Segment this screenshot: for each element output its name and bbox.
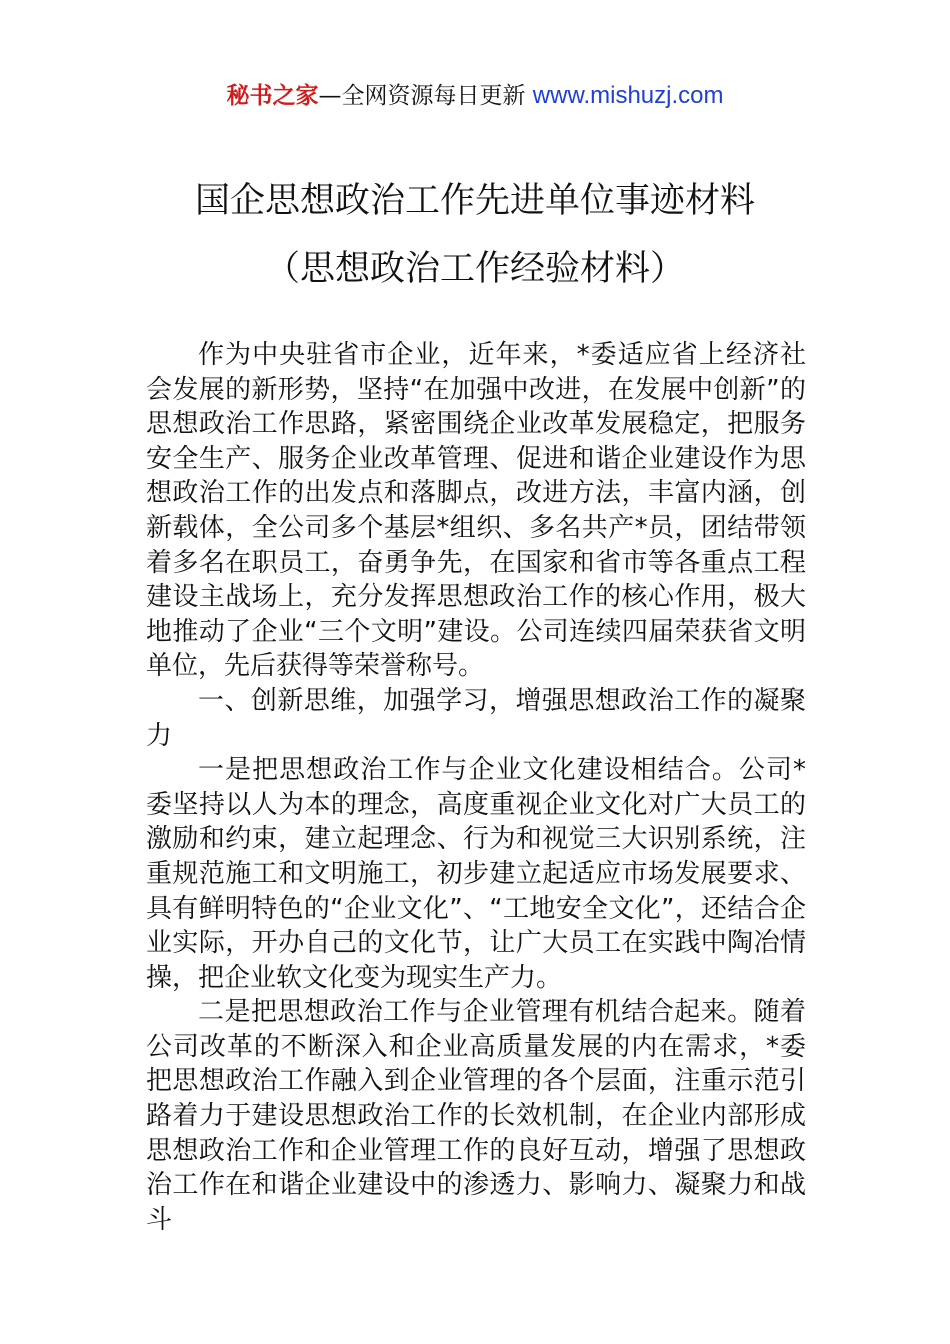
section-heading-1: 一、创新思维，加强学习，增强思想政治工作的凝聚力	[146, 685, 806, 751]
site-banner	[0, 78, 950, 114]
paragraph-culture: 一是把思想政治工作与企业文化建设相结合。公司*委坚持以人为本的理念，高度重视企业文化对广大员工的激励和约束，建立起理念、行为和视觉三大识别系统，注重规范施工和文明施工，初步建立起适应市场发展要求、具有鲜明特色的“企业文化”、“工地安全文化”，还结合企业实际，开办自己的文化节，让广大员工在实践中陶冶情操，把企业软文化变为现实生产力。	[146, 755, 806, 993]
document-title: 国企思想政治工作先进单位事迹材料	[194, 181, 755, 221]
banner-tagline: —全网资源每日更新	[318, 83, 533, 109]
document-subtitle: （思想政治工作经验材料）	[264, 249, 685, 289]
paragraph-intro: 作为中央驻省市企业，近年来，*委适应省上经济社会发展的新形势，坚持“在加强中改进，在发展中创新”的思想政治工作思路，紧密围绕企业改革发展稳定，把服务安全生产、服务企业改革管理、促进和谐企业建设作为思想政治工作的出发点和落脚点，改进方法，丰富内涵，创新载体，全公司多个基层*组织、多名共产*员，团结带领着多名在职员工，奋勇争先，在国家和省市等各重点工程建设主战场上，充分发挥思想政治工作的核心作用，极大地推动了企业“三个文明”建设。公司连续四届荣获省文明单位，先后获得等荣誉称号。	[146, 340, 806, 682]
document-body	[146, 338, 806, 1237]
site-url[interactable]: www.mishuzj.com	[532, 82, 724, 109]
brand-name: 秘书之家	[226, 83, 319, 109]
paragraph-management: 二是把思想政治工作与企业管理有机结合起来。随着公司改革的不断深入和企业高质量发展的内在需求，*委把思想政治工作融入到企业管理的各个层面，注重示范引路着力于建设思想政治工作的长效机制，在企业内部形成思想政治工作和企业管理工作的良好互动，增强了思想政治工作在和谐企业建设中的渗透力、影响力、凝聚力和战斗	[146, 997, 806, 1235]
